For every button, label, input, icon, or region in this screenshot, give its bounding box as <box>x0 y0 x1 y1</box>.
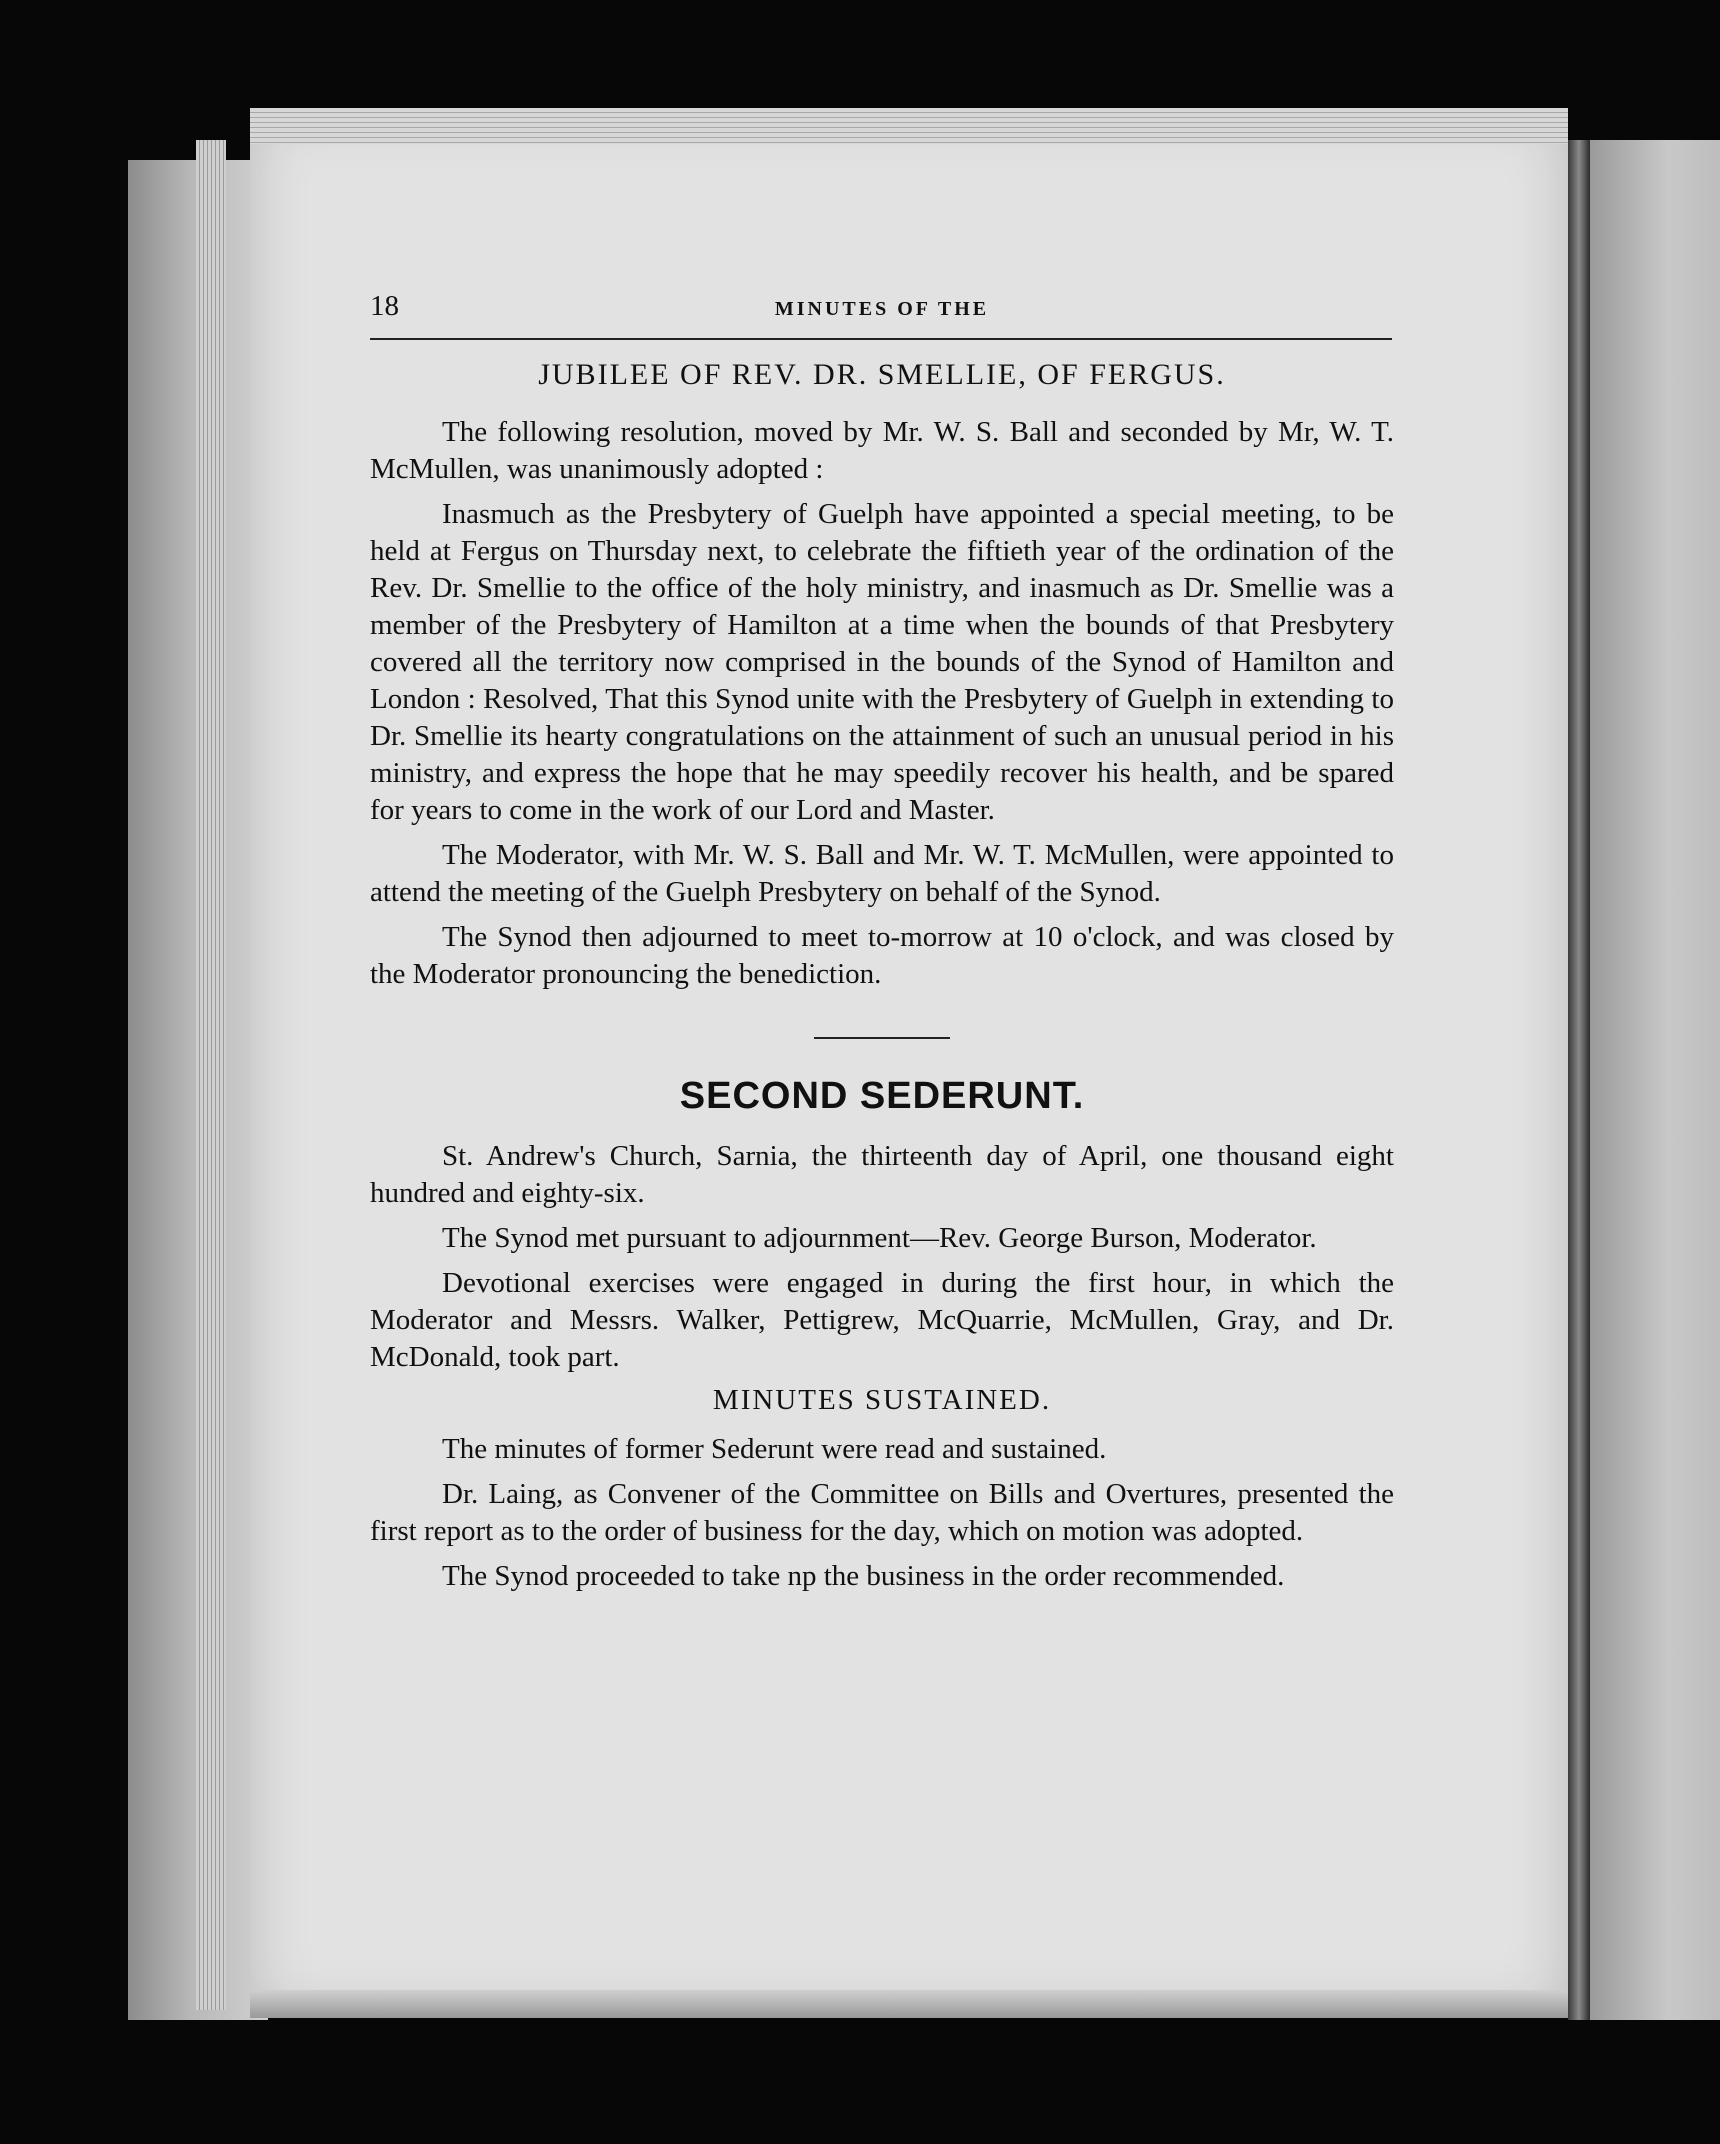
page-top-edge <box>250 108 1568 144</box>
running-title: MINUTES OF THE <box>774 298 990 320</box>
page-number: 18 <box>370 290 399 322</box>
running-head <box>370 290 1394 330</box>
book-spine <box>1568 140 1590 2020</box>
paragraph: Inasmuch as the Presbytery of Guelph have appointed a special meeting, to be held at Fergus on Thursday next, to celebrate the fiftieth year of the ordination of the Rev. Dr. Smellie to the office of the holy ministry, and inasmuch as Dr. Smellie was a member of the Presbytery of Hamilton at a time when the bounds of that Presbytery covered all the territory now comprised in the bounds of the Synod of Hamilton and London : Resolved, That this Synod unite with the Presbytery of Guelph in extending to Dr. Smellie its hearty congratulations on the attainment of such an unusual period in his ministry, and express the hope that he may speedily recover his health, and be spared for years to come in the work of our Lord and Master. <box>370 498 1394 826</box>
paragraph: The Synod then adjourned to meet to-morrow at 10 o'clock, and was closed by the Moderator pronouncing the benediction. <box>370 921 1394 990</box>
paragraph: Devotional exercises were engaged in during the first hour, in which the Moderator and Messrs. Walker, Pettigrew, McQuarrie, McMullen, Gray, and Dr. McDonald, took part. <box>370 1267 1394 1373</box>
minutes-sustained-heading: MINUTES SUSTAINED. <box>712 1384 1052 1416</box>
section-divider <box>814 1037 950 1039</box>
paragraph: The minutes of former Sederunt were read and sustained. <box>442 1433 1107 1465</box>
paragraph: Dr. Laing, as Convener of the Committee on Bills and Overtures, presented the first report as to the order of business for the day, which on motion was adopted. <box>370 1478 1394 1547</box>
paragraph: The following resolution, moved by Mr. W. S. Ball and seconded by Mr, W. T. McMullen, was unanimously adopted : <box>370 416 1394 485</box>
paragraph: The Moderator, with Mr. W. S. Ball and Mr. W. T. McMullen, were appointed to attend the meeting of the Guelph Presbytery on behalf of the Synod. <box>370 839 1394 908</box>
page-stack-lines <box>196 140 226 2010</box>
paragraph: The Synod proceeded to take np the business in the order recommended. <box>442 1560 1285 1592</box>
page-bottom-edge <box>250 1990 1568 2018</box>
page-content <box>370 290 1394 1603</box>
jubilee-heading: JUBILEE OF REV. DR. SMELLIE, OF FERGUS. <box>538 358 1226 391</box>
paragraph: The Synod met pursuant to adjournment—Rev. George Burson, Moderator. <box>442 1222 1317 1254</box>
paragraph: St. Andrew's Church, Sarnia, the thirteenth day of April, one thousand eight hundred and eighty-six. <box>370 1140 1394 1209</box>
header-rule <box>370 338 1392 340</box>
facing-page-edge <box>1590 140 1720 2020</box>
second-sederunt-heading: SECOND SEDERUNT. <box>679 1075 1085 1117</box>
